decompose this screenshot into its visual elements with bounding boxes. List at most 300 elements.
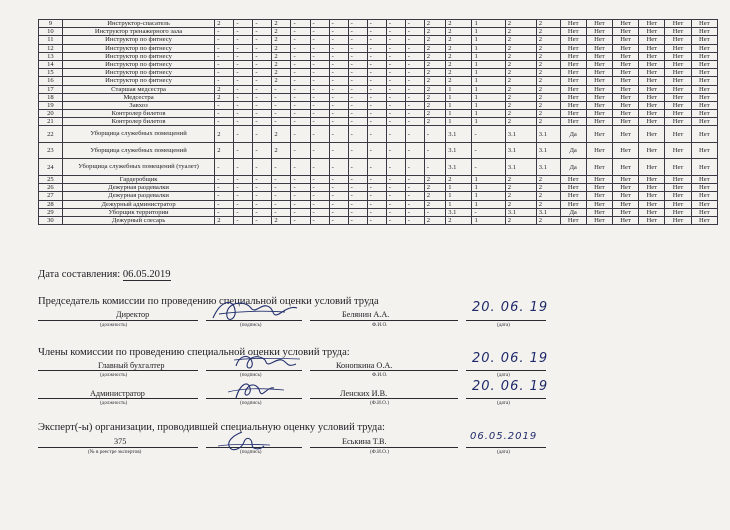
class-cell: 1 — [472, 44, 505, 52]
yes-no-cell: Нет — [560, 85, 586, 93]
yes-no-cell: Нет — [639, 85, 665, 93]
class-cell: 2 — [446, 60, 472, 68]
class-cell: - — [310, 20, 329, 28]
class-cell: 2 — [424, 20, 445, 28]
table-row — [39, 208, 718, 216]
chairman-position-caption: (должность) — [100, 322, 128, 328]
yes-no-cell: Нет — [612, 200, 638, 208]
class-cell: - — [310, 69, 329, 77]
row-number: 27 — [39, 192, 63, 200]
member-1-signature-icon — [230, 350, 302, 374]
class-cell: - — [215, 60, 234, 68]
class-cell: - — [386, 110, 405, 118]
class-cell: - — [310, 101, 329, 109]
class-cell: - — [348, 52, 367, 60]
class-cell: 2 — [424, 200, 445, 208]
class-cell: - — [367, 85, 386, 93]
class-cell: - — [367, 200, 386, 208]
class-cell: - — [291, 77, 310, 85]
class-cell: - — [291, 184, 310, 192]
yes-no-cell: Нет — [665, 184, 691, 192]
class-cell: 1 — [472, 60, 505, 68]
yes-no-cell: Нет — [560, 77, 586, 85]
yes-no-cell: Нет — [639, 52, 665, 60]
class-cell: 2 — [536, 110, 560, 118]
job-title: Дежурный слесарь — [62, 216, 214, 224]
class-cell: 2 — [446, 175, 472, 183]
yes-no-cell: Нет — [691, 118, 717, 126]
yes-no-cell: Нет — [586, 20, 612, 28]
class-cell: 2 — [272, 69, 291, 77]
member-1-position-caption: (должность) — [100, 372, 128, 378]
yes-no-cell: Нет — [665, 142, 691, 159]
row-number: 14 — [39, 60, 63, 68]
table-row — [39, 28, 718, 36]
table-row — [39, 20, 718, 28]
class-cell: - — [405, 126, 424, 143]
class-cell: - — [234, 77, 253, 85]
yes-no-cell: Нет — [665, 192, 691, 200]
yes-no-cell: Нет — [691, 69, 717, 77]
yes-no-cell: Нет — [612, 101, 638, 109]
class-cell: - — [348, 118, 367, 126]
class-cell: - — [291, 126, 310, 143]
class-cell: - — [424, 208, 445, 216]
class-cell: - — [310, 77, 329, 85]
class-cell: 1 — [472, 20, 505, 28]
class-cell: 2 — [215, 85, 234, 93]
chairman-signature-icon — [205, 294, 300, 326]
class-cell: 1 — [446, 200, 472, 208]
class-cell: 2 — [536, 192, 560, 200]
members-heading: Члены комиссии по проведению специальной оценки условий труда: — [38, 347, 350, 358]
class-cell: - — [234, 118, 253, 126]
yes-no-cell: Нет — [560, 200, 586, 208]
class-cell: - — [234, 200, 253, 208]
class-cell: - — [386, 85, 405, 93]
class-cell: - — [310, 142, 329, 159]
member-2-name: Ленских И.В. — [340, 389, 388, 398]
class-cell: 2 — [505, 175, 536, 183]
yes-no-cell: Нет — [586, 77, 612, 85]
yes-no-cell: Нет — [586, 142, 612, 159]
yes-no-cell: Нет — [665, 101, 691, 109]
row-number: 15 — [39, 69, 63, 77]
member-2-fio-caption: (Ф.И.О.) — [370, 400, 389, 406]
row-number: 25 — [39, 175, 63, 183]
class-cell: 2 — [536, 44, 560, 52]
class-cell: - — [348, 101, 367, 109]
class-cell: 1 — [472, 36, 505, 44]
class-cell: - — [253, 200, 272, 208]
table-row — [39, 192, 718, 200]
member-2-position: Администратор — [90, 389, 145, 398]
class-cell: - — [291, 192, 310, 200]
class-cell: - — [367, 44, 386, 52]
class-cell: 2 — [272, 60, 291, 68]
yes-no-cell: Нет — [691, 36, 717, 44]
class-cell: - — [253, 184, 272, 192]
class-cell: - — [348, 60, 367, 68]
yes-no-cell: Нет — [665, 77, 691, 85]
yes-no-cell: Нет — [586, 126, 612, 143]
class-cell: - — [215, 184, 234, 192]
class-cell: - — [386, 69, 405, 77]
class-cell: - — [348, 77, 367, 85]
class-cell: - — [329, 118, 348, 126]
class-cell: 3.1 — [446, 142, 472, 159]
class-cell: - — [215, 200, 234, 208]
yes-no-cell: Нет — [665, 110, 691, 118]
yes-no-cell: Нет — [560, 118, 586, 126]
yes-no-cell: Нет — [586, 93, 612, 101]
class-cell: - — [215, 208, 234, 216]
yes-no-cell: Нет — [691, 77, 717, 85]
yes-no-cell: Нет — [612, 85, 638, 93]
expert-name: Еськина Т.В. — [342, 437, 387, 446]
class-cell: - — [367, 77, 386, 85]
class-cell: 2 — [505, 85, 536, 93]
class-cell: 2 — [536, 85, 560, 93]
class-cell: - — [329, 159, 348, 176]
expert-date-caption: (дата) — [497, 449, 510, 455]
job-title: Завхоз — [62, 101, 214, 109]
class-cell: 2 — [424, 28, 445, 36]
yes-no-cell: Нет — [665, 44, 691, 52]
table-row — [39, 85, 718, 93]
class-cell: - — [215, 69, 234, 77]
class-cell: 3.1 — [505, 208, 536, 216]
job-title: Контролер билетов — [62, 118, 214, 126]
class-cell: - — [348, 69, 367, 77]
class-cell: - — [234, 159, 253, 176]
class-cell: - — [348, 126, 367, 143]
class-cell: - — [272, 192, 291, 200]
class-cell: - — [367, 118, 386, 126]
yes-no-cell: Нет — [639, 159, 665, 176]
class-cell: 2 — [272, 44, 291, 52]
class-cell: - — [367, 28, 386, 36]
class-cell: - — [253, 126, 272, 143]
class-cell: - — [329, 200, 348, 208]
yes-no-cell: Нет — [586, 184, 612, 192]
class-cell: - — [215, 110, 234, 118]
class-cell: 2 — [272, 77, 291, 85]
class-cell: - — [472, 126, 505, 143]
class-cell: 2 — [536, 93, 560, 101]
yes-no-cell: Нет — [639, 142, 665, 159]
class-cell: 1 — [472, 69, 505, 77]
class-cell: 2 — [446, 52, 472, 60]
class-cell: 1 — [446, 110, 472, 118]
class-cell: 2 — [424, 93, 445, 101]
class-cell: - — [234, 36, 253, 44]
class-cell: - — [234, 208, 253, 216]
class-cell: 2 — [424, 110, 445, 118]
class-cell: - — [272, 175, 291, 183]
class-cell: - — [329, 28, 348, 36]
class-cell: 2 — [536, 184, 560, 192]
yes-no-cell: Нет — [665, 52, 691, 60]
class-cell: - — [310, 184, 329, 192]
class-cell: - — [329, 184, 348, 192]
class-cell: - — [310, 60, 329, 68]
class-cell: - — [386, 93, 405, 101]
class-cell: - — [348, 159, 367, 176]
class-cell: - — [310, 36, 329, 44]
class-cell: - — [253, 60, 272, 68]
class-cell: 2 — [536, 216, 560, 224]
row-number: 10 — [39, 28, 63, 36]
class-cell: 2 — [424, 52, 445, 60]
table-row — [39, 200, 718, 208]
class-cell: - — [386, 77, 405, 85]
class-cell: - — [234, 69, 253, 77]
class-cell: - — [405, 52, 424, 60]
class-cell: - — [253, 118, 272, 126]
class-cell: - — [386, 126, 405, 143]
yes-no-cell: Да — [560, 142, 586, 159]
job-title: Дежурная раздевалки — [62, 192, 214, 200]
class-cell: 2 — [272, 142, 291, 159]
class-cell: - — [253, 20, 272, 28]
class-cell: 3.1 — [536, 126, 560, 143]
yes-no-cell: Нет — [612, 77, 638, 85]
class-cell: - — [310, 118, 329, 126]
class-cell: - — [310, 44, 329, 52]
table-row — [39, 175, 718, 183]
class-cell: - — [424, 126, 445, 143]
class-cell: 2 — [505, 28, 536, 36]
yes-no-cell: Нет — [612, 69, 638, 77]
class-cell: 3.1 — [505, 159, 536, 176]
class-cell: 2 — [215, 20, 234, 28]
job-title: Уборщица служебных помещений — [62, 126, 214, 143]
class-cell: 2 — [446, 216, 472, 224]
class-cell: 2 — [424, 192, 445, 200]
class-cell: - — [253, 52, 272, 60]
yes-no-cell: Нет — [612, 20, 638, 28]
member-2-position-caption: (должность) — [100, 400, 128, 406]
yes-no-cell: Нет — [665, 118, 691, 126]
yes-no-cell: Нет — [586, 200, 612, 208]
job-title: Инструктор тренажерного зала — [62, 28, 214, 36]
row-number: 16 — [39, 77, 63, 85]
class-cell: 1 — [472, 200, 505, 208]
class-cell: - — [386, 52, 405, 60]
member-1-date-caption: (дата) — [497, 372, 510, 378]
job-title: Контролер билетов — [62, 110, 214, 118]
yes-no-cell: Да — [560, 126, 586, 143]
class-cell: - — [386, 200, 405, 208]
class-cell: 2 — [424, 85, 445, 93]
yes-no-cell: Нет — [560, 216, 586, 224]
job-title: Инструктор по фитнесу — [62, 69, 214, 77]
class-cell: - — [215, 192, 234, 200]
row-number: 19 — [39, 101, 63, 109]
class-cell: 1 — [472, 28, 505, 36]
class-cell: 2 — [424, 36, 445, 44]
yes-no-cell: Нет — [560, 44, 586, 52]
row-number: 17 — [39, 85, 63, 93]
yes-no-cell: Нет — [639, 192, 665, 200]
class-cell: 3.1 — [505, 126, 536, 143]
class-cell: - — [472, 208, 505, 216]
class-cell: - — [386, 184, 405, 192]
class-cell: 2 — [505, 77, 536, 85]
class-cell: - — [405, 93, 424, 101]
class-cell: - — [386, 208, 405, 216]
table-row — [39, 101, 718, 109]
yes-no-cell: Нет — [560, 175, 586, 183]
class-cell: - — [253, 36, 272, 44]
class-cell: 3.1 — [536, 208, 560, 216]
yes-no-cell: Нет — [691, 20, 717, 28]
table-row — [39, 44, 718, 52]
class-cell: - — [291, 20, 310, 28]
class-cell: - — [329, 93, 348, 101]
yes-no-cell: Да — [560, 208, 586, 216]
class-cell: - — [291, 110, 310, 118]
class-cell: - — [348, 36, 367, 44]
class-cell: - — [291, 93, 310, 101]
class-cell: - — [272, 118, 291, 126]
yes-no-cell: Нет — [691, 184, 717, 192]
class-cell: - — [348, 216, 367, 224]
class-cell: - — [291, 52, 310, 60]
yes-no-cell: Нет — [639, 69, 665, 77]
table-row — [39, 77, 718, 85]
yes-no-cell: Нет — [639, 28, 665, 36]
class-cell: - — [253, 93, 272, 101]
yes-no-cell: Нет — [612, 118, 638, 126]
class-cell: - — [424, 159, 445, 176]
class-cell: - — [424, 142, 445, 159]
class-cell: - — [253, 175, 272, 183]
class-cell: - — [291, 200, 310, 208]
yes-no-cell: Нет — [639, 77, 665, 85]
yes-no-cell: Нет — [586, 175, 612, 183]
expert-signature-caption: (подпись) — [240, 449, 262, 455]
member-2-handwritten-date: 20. 06. 19 — [472, 379, 549, 394]
class-cell: 2 — [424, 118, 445, 126]
yes-no-cell: Нет — [639, 126, 665, 143]
class-cell: 1 — [472, 184, 505, 192]
class-cell: 2 — [505, 36, 536, 44]
class-cell: - — [386, 20, 405, 28]
class-cell: - — [405, 159, 424, 176]
class-cell: 3.1 — [505, 142, 536, 159]
class-cell: - — [405, 28, 424, 36]
class-cell: - — [405, 118, 424, 126]
class-cell: 1 — [446, 93, 472, 101]
class-cell: 2 — [505, 200, 536, 208]
class-cell: - — [234, 110, 253, 118]
class-cell: - — [386, 175, 405, 183]
class-cell: - — [310, 110, 329, 118]
row-number: 22 — [39, 126, 63, 143]
class-cell: - — [234, 192, 253, 200]
date-value: 06.05.2019 — [122, 269, 171, 280]
class-cell: 2 — [536, 20, 560, 28]
class-cell: - — [405, 36, 424, 44]
class-cell: - — [234, 93, 253, 101]
yes-no-cell: Нет — [691, 101, 717, 109]
class-cell: - — [329, 60, 348, 68]
row-number: 26 — [39, 184, 63, 192]
class-cell: - — [291, 118, 310, 126]
class-cell: - — [367, 192, 386, 200]
class-cell: 1 — [446, 85, 472, 93]
yes-no-cell: Нет — [560, 36, 586, 44]
class-cell: - — [386, 60, 405, 68]
yes-no-cell: Нет — [586, 69, 612, 77]
yes-no-cell: Нет — [639, 184, 665, 192]
class-cell: 2 — [536, 175, 560, 183]
table-row — [39, 184, 718, 192]
yes-no-cell: Нет — [560, 192, 586, 200]
class-cell: 1 — [472, 118, 505, 126]
member-2-signature-icon — [226, 378, 286, 402]
class-cell: - — [367, 159, 386, 176]
yes-no-cell: Нет — [586, 208, 612, 216]
yes-no-cell: Нет — [639, 60, 665, 68]
class-cell: - — [234, 142, 253, 159]
job-title: Уборщица служебных помещений (туалет) — [62, 159, 214, 176]
yes-no-cell: Нет — [612, 52, 638, 60]
class-cell: - — [367, 52, 386, 60]
yes-no-cell: Нет — [586, 85, 612, 93]
class-cell: - — [329, 101, 348, 109]
yes-no-cell: Нет — [560, 60, 586, 68]
yes-no-cell: Нет — [612, 216, 638, 224]
yes-no-cell: Нет — [665, 200, 691, 208]
class-cell: - — [253, 216, 272, 224]
job-title: Медсестра — [62, 93, 214, 101]
class-cell: 2 — [424, 216, 445, 224]
yes-no-cell: Нет — [586, 28, 612, 36]
yes-no-cell: Нет — [691, 52, 717, 60]
class-cell: - — [405, 77, 424, 85]
class-cell: - — [272, 101, 291, 109]
class-cell: - — [405, 101, 424, 109]
yes-no-cell: Нет — [665, 175, 691, 183]
yes-no-cell: Нет — [691, 44, 717, 52]
date-line — [38, 269, 171, 280]
row-number: 11 — [39, 36, 63, 44]
yes-no-cell: Нет — [586, 159, 612, 176]
class-cell: - — [310, 28, 329, 36]
class-cell: - — [329, 20, 348, 28]
class-cell: 2 — [272, 36, 291, 44]
job-title: Инструктор по фитнесу — [62, 44, 214, 52]
class-cell: - — [272, 85, 291, 93]
class-cell: - — [272, 159, 291, 176]
job-title: Дежурный администратор — [62, 200, 214, 208]
class-cell: 2 — [505, 20, 536, 28]
class-cell: - — [329, 110, 348, 118]
row-number: 13 — [39, 52, 63, 60]
row-number: 9 — [39, 20, 63, 28]
class-cell: - — [367, 69, 386, 77]
assessment-table — [38, 19, 718, 225]
class-cell: 1 — [472, 77, 505, 85]
class-cell: - — [291, 216, 310, 224]
table-row — [39, 110, 718, 118]
class-cell: 2 — [536, 101, 560, 109]
class-cell: - — [253, 142, 272, 159]
class-cell: - — [291, 69, 310, 77]
